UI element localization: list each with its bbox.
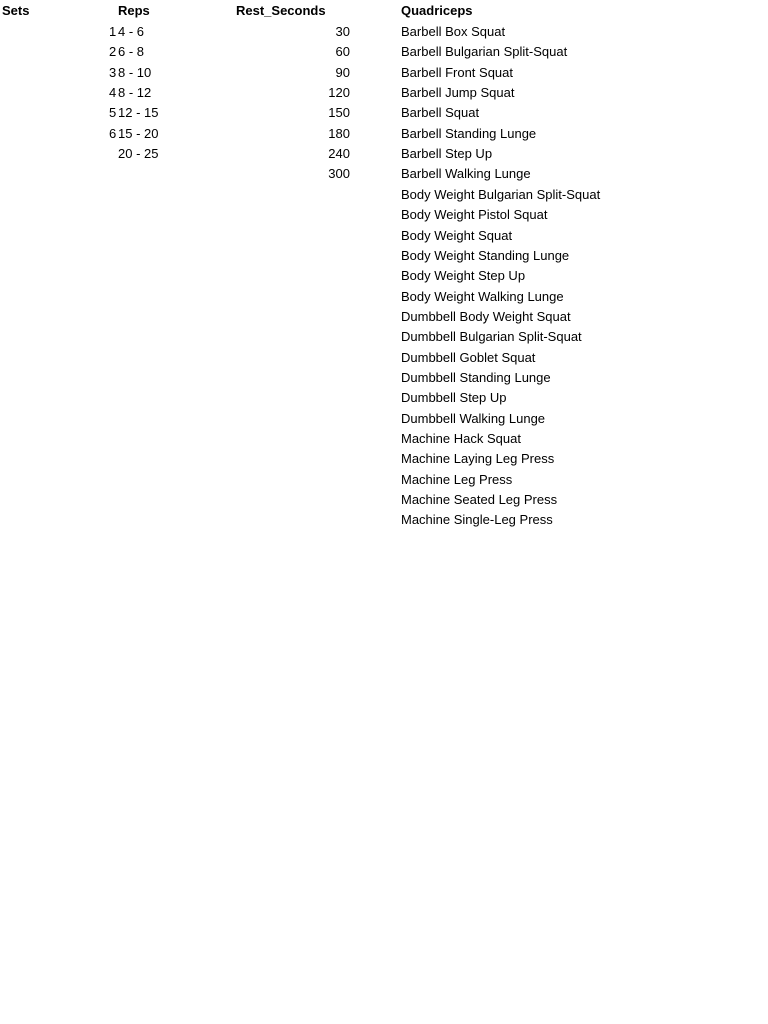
quadriceps-exercise-cell: Barbell Box Squat [401,24,506,39]
sets-cell: 4 [109,85,117,101]
quadriceps-exercise-cell: Machine Seated Leg Press [401,492,558,508]
quadriceps-exercise-cell: Dumbbell Standing Lunge [401,369,551,385]
rest-seconds-cell: 240 [328,146,350,162]
sets-cell: 5 [109,105,117,121]
rest-seconds-cell: 150 [328,105,350,121]
quadriceps-exercise-cell: Machine Leg Press [401,471,513,487]
quadriceps-exercise-cell: Body Weight Step Up [401,268,526,284]
rest-seconds-cell: 60 [335,44,350,60]
rest-seconds-cell: 90 [335,64,350,80]
rest-seconds-cell: 30 [335,24,350,39]
quadriceps-exercise-cell: Machine Hack Squat [401,431,521,446]
quadriceps-exercise-cell: Dumbbell Body Weight Squat [401,308,571,324]
reps-header: Reps [118,3,150,18]
quadriceps-exercise-cell: Body Weight Bulgarian Split-Squat [401,186,601,202]
quadriceps-exercise-cell: Barbell Walking Lunge [401,166,531,182]
reps-cell: 4 - 6 [118,24,145,39]
reps-cell: 6 - 8 [118,44,145,60]
sets-cell: 2 [109,44,117,60]
reps-cell: 12 - 15 [118,105,159,121]
quadriceps-exercise-cell: Machine Laying Leg Press [401,451,555,467]
sets-cell: 6 [109,125,117,141]
reps-cell: 15 - 20 [118,125,159,141]
quadriceps-exercise-cell: Barbell Squat [401,105,480,121]
quadriceps-exercise-cell: Dumbbell Goblet Squat [401,349,536,365]
quadriceps-exercise-cell: Body Weight Pistol Squat [401,207,548,223]
quadriceps-exercise-cell: Barbell Front Squat [401,64,514,80]
quadriceps-exercise-cell: Body Weight Squat [401,227,513,243]
quadriceps-exercise-cell: Barbell Jump Squat [401,85,515,101]
quadriceps-exercise-cell: Barbell Step Up [401,146,493,162]
rest-seconds-cell: 120 [328,85,350,101]
rest-seconds-cell: 180 [328,125,350,141]
quadriceps-exercise-cell: Body Weight Walking Lunge [401,288,564,304]
reps-cell: 8 - 10 [118,64,152,80]
quadriceps-exercise-cell: Dumbbell Bulgarian Split-Squat [401,329,582,345]
reps-cell: 8 - 12 [118,85,152,101]
quadriceps-exercise-cell: Dumbbell Step Up [401,390,507,406]
quadriceps-exercise-cell: Barbell Bulgarian Split-Squat [401,44,568,60]
reps-cell: 20 - 25 [118,146,159,162]
rest-seconds-header: Rest_Seconds [236,3,326,18]
rest-seconds-cell: 300 [328,166,350,182]
quadriceps-header: Quadriceps [401,3,473,18]
quadriceps-exercise-cell: Dumbbell Walking Lunge [401,410,546,426]
sets-header: Sets [2,3,30,18]
quadriceps-exercise-cell: Machine Single-Leg Press [401,512,553,528]
quadriceps-exercise-cell: Barbell Standing Lunge [401,125,537,141]
quadriceps-exercise-cell: Body Weight Standing Lunge [401,247,570,263]
sets-cell: 1 [109,24,117,39]
sets-cell: 3 [109,64,117,80]
